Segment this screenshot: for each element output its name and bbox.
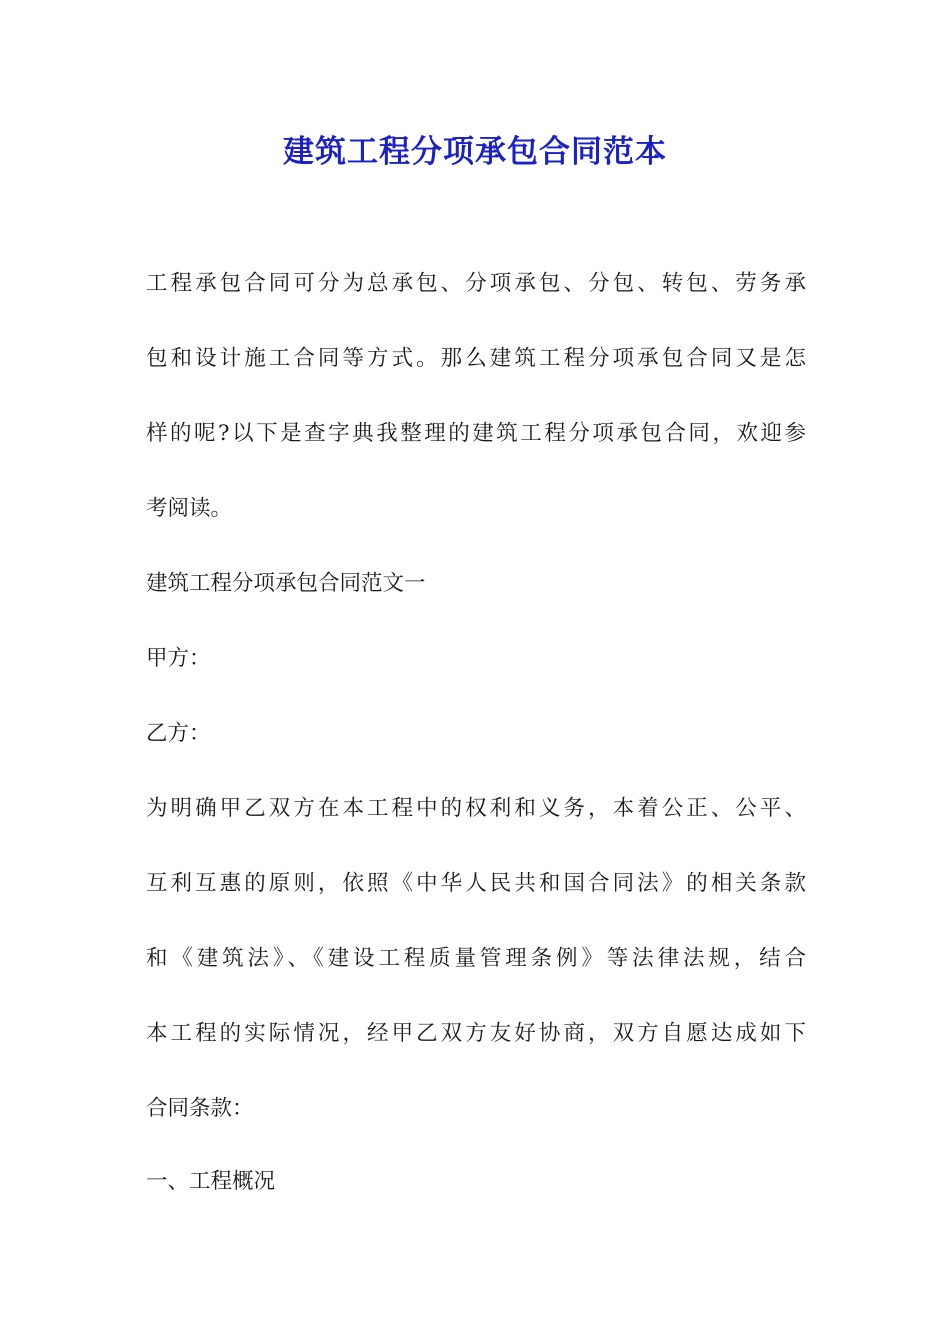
- party-a-label: 甲方：: [146, 646, 211, 671]
- intro-line-4: 考阅读。: [146, 496, 233, 521]
- body-line-3: 和《建筑法》、《建设工程质量管理条例》等法律法规，结合: [146, 946, 806, 971]
- document-title: 建筑工程分项承包合同范本: [283, 134, 667, 170]
- section-title: 建筑工程分项承包合同范文一: [146, 571, 426, 596]
- intro-line-1: 工程承包合同可分为总承包、分项承包、分包、转包、劳务承: [146, 271, 806, 296]
- intro-line-3: 样的呢?以下是查字典我整理的建筑工程分项承包合同，欢迎参: [146, 421, 806, 446]
- body-line-1: 为明确甲乙双方在本工程中的权利和义务，本着公正、公平、: [146, 796, 806, 821]
- body-line-2: 互利互惠的原则，依照《中华人民共和国合同法》的相关条款: [146, 871, 806, 896]
- intro-line-2: 包和设计施工合同等方式。那么建筑工程分项承包合同又是怎: [146, 346, 806, 371]
- body-line-5: 合同条款：: [146, 1096, 254, 1121]
- party-b-label: 乙方：: [146, 721, 211, 746]
- clause-heading: 一、工程概况: [146, 1169, 276, 1194]
- body-line-4: 本工程的实际情况，经甲乙双方友好协商，双方自愿达成如下: [146, 1021, 806, 1046]
